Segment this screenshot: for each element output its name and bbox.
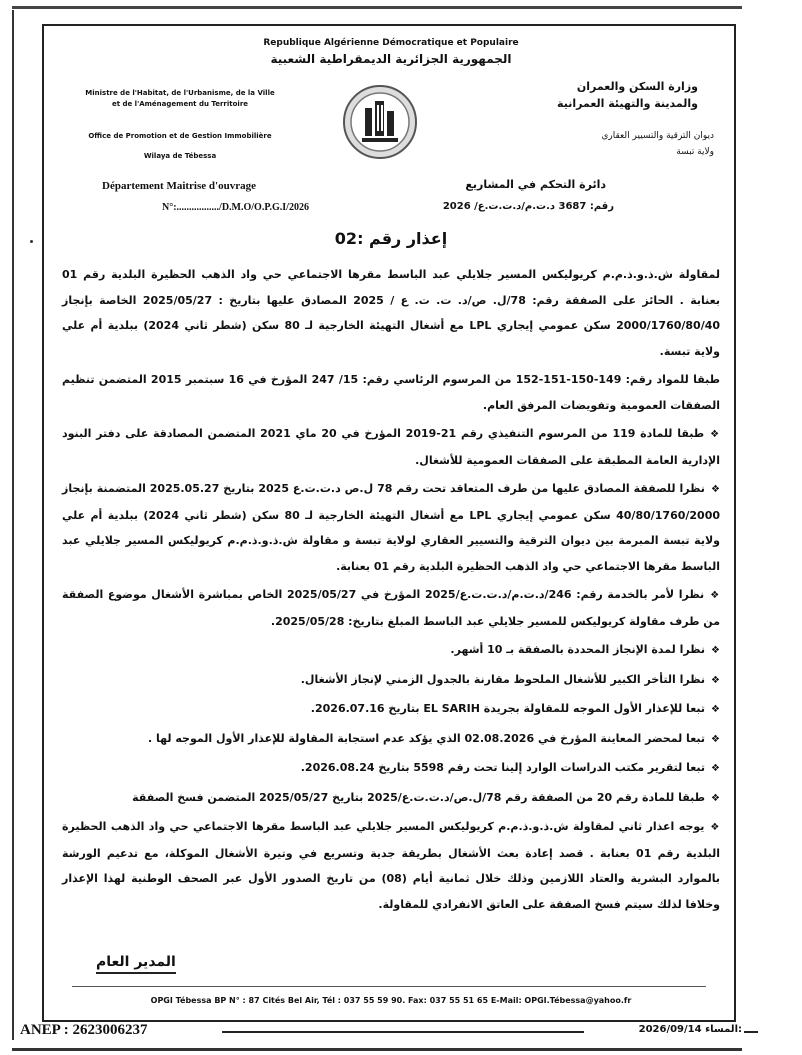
top-rule — [12, 6, 742, 9]
bullet-item — [62, 726, 720, 753]
bullet-item — [62, 421, 720, 473]
bullet-item — [62, 667, 720, 694]
ministry-ar-line-1: وزارة السكن والعمران — [576, 80, 698, 93]
bullet-text: نظرا التأخر الكبير للأشغال الملحوظ مقارنة بالجدول الزمني لإنجاز الأشغال. — [300, 672, 706, 686]
left-column-border — [12, 10, 14, 1040]
reference-number-fr: N°:................./D.M.O/O.P.G.I/2026 — [162, 202, 309, 213]
anep-reference — [16, 1022, 152, 1039]
intro-paragraph: لمقاولة ش.ذ.و.ذ.م.م كريوليكس المسير جلايلي عبد الباسط مقرها الاجتماعي حي واد الذهب الحظيرة البلدية رقم 01 بعنابة . الحائز على الصفقة رقم: 78/ل. ص/د. ت. ت. ع / 2025 المصادق عليها بتاريخ : 2025/05/27 الخاصة بإنجاز 2000/1760/80/40 سكن عمومي إيجاري LPL مع أشغال التهيئة الخارجية لـ 80 سكن (شطر ثاني 2024) ببلدية أم علي ولاية تبسة. — [62, 268, 721, 358]
notice-title: إعذار رقم :02 — [334, 229, 448, 248]
office-ar-line-1: ديوان الترقية والتسيير العقاري — [601, 131, 714, 141]
ministry-line-1: Ministre de l'Habitat, de l'Urbanisme, de la Ville — [85, 89, 275, 97]
left-margin-dot — [30, 240, 33, 243]
bullet-item — [62, 696, 720, 723]
legal-basis-paragraph: طبقا للمواد رقم: 149-150-151-152 من المرسوم الرئاسي رقم: 15/ 247 المؤرخ في 16 سبتمبر 2015 المتضمن تنظيم الصفقات العمومية وتفويضات المرفق العام. — [62, 373, 720, 412]
ministry-ar-line-2: والمدينة والتهيئة العمرانية — [557, 97, 698, 110]
office-name-ar — [474, 128, 714, 160]
contact-footer: OPGI Tébessa BP N° : 87 Cités Bel Air, Tél : 037 55 59 90. Fax: 037 55 51 65 E-Mail: OPGI.Tébessa@yahoo.fr — [150, 996, 632, 1005]
bullet-item — [62, 814, 720, 917]
office-name-fr: Office de Promotion et de Gestion Immobilière — [88, 132, 272, 140]
notice-body — [62, 262, 720, 920]
anep-text: ANEP : 2623006237 — [16, 1022, 152, 1038]
bullet-item — [62, 637, 720, 664]
publication-date: 2026/09/14 المساء: — [638, 1024, 742, 1035]
bullet-text: تبعا لتقرير مكتب الدراسات الوارد إلينا تحت رقم 5598 بتاريخ 2026.08.24. — [300, 761, 706, 774]
bottom-bar — [12, 1048, 742, 1051]
footer-divider — [72, 986, 706, 987]
wilaya-name-fr: Wilaya de Tébessa — [143, 152, 217, 160]
ministry-name-fr — [50, 88, 310, 110]
signature-title: المدير العام — [96, 954, 176, 974]
bullet-item — [62, 476, 720, 579]
bullet-text: طبقا للمادة 119 من المرسوم التنفيذي رقم 21-2019 المؤرخ في 20 ماي 2021 المتضمن المصادقة على دفتر البنود الإدارية العامة المطبقة على الصفقات العمومية للأشغال. — [62, 427, 720, 467]
bullet-text: نظرا للصفقة المصادق عليها من طرف المتعاقد تحت رقم 78 ل.ص د.ت.ت.ع 2025 بتاريخ 2025.05.27 المتضمنة بإنجاز 40/80/1760/2000 سكن عمومي إيجاري LPL مع أشغال التهيئة الخارجية لـ 80 سكن (شطر ثاني 2024) ببلدية أم علي ولاية تبسة المبرمة بين ديوان الترقية والتسيير العقاري لولاية تبسة و مقاولة ش.ذ.و.ذ.م.م كريوليكس المسير جلايلي عبد الباسط مقرها الاجتماعي حي واد الذهب الحظيرة البلدية رقم 01 بعنابة. — [62, 482, 721, 573]
office-ar-line-2: ولاية تبسة — [676, 147, 714, 157]
bullet-item — [62, 785, 720, 812]
department-ar: دائرة التحكم في المشاريع — [465, 178, 606, 191]
bullet-text: يوجه اعذار ثاني لمقاولة ش.ذ.و.ذ.م.م كريوليكس المسير جلايلي عبد الباسط مقرها الاجتماعي حي واد الذهب الحظيرة البلدية رقم 01 بعنابة . قصد إعادة بعث الأشغال بطريقة جدية وتسريع في وتيرة الأشغال الموكلة، مع تدعيم الورشة بالموارد البشرية والعتاد اللازمين وذلك خلال ثمانية أيام (08) من تاريخ الصدور الأول عبر الصحف الوطنية لهذا الإعذار وخلافا لذلك سيتم فسخ الصفقة على العاتق الانفرادي للمقاولة. — [62, 820, 721, 911]
bullet-text: نظرا لأمر بالخدمة رقم: 246/د.ت.م/د.ت.ت.ع/2025 المؤرخ في 2025/05/27 الخاص بمباشرة الأشغال موضوع الصفقة من طرف مقاولة كريوليكس للمسير جلايلي عبد الباسط المبلغ بتاريخ: 2025/05/28. — [62, 588, 720, 628]
bullet-item — [62, 755, 720, 782]
notice-frame — [42, 24, 736, 1022]
opgi-logo-icon — [342, 84, 418, 160]
bullet-text: تبعا لمحضر المعاينة المؤرخ في 02.08.2026 الذي يؤكد عدم استجابة المقاولة للإعذار الأول الموجه لها . — [148, 731, 706, 745]
ministry-line-2: et de l'Aménagement du Territoire — [111, 100, 249, 108]
republic-name-ar: الجمهورية الجزائرية الديمقراطية الشعبية — [270, 52, 512, 66]
right-dash — [744, 1031, 758, 1033]
department-fr: Département Maitrise d'ouvrage — [102, 180, 256, 192]
ministry-name-ar — [458, 78, 698, 112]
bullet-text: تبعا للإعذار الأول الموجه للمقاولة بجريدة EL SARIH بتاريخ 2026.07.16. — [310, 702, 706, 715]
bottom-rule — [222, 1031, 584, 1033]
bullet-text: طبقا للمادة رقم 20 من الصفقة رقم 78/ل.ص/د.ت.ت.ع/2025 بتاريخ 2025/05/27 المتضمن فسخ الصفقة — [132, 790, 706, 804]
bullet-text: نظرا لمدة الإنجاز المحددة بالصفقة بـ 10 أشهر. — [450, 643, 706, 656]
republic-name-fr: Republique Algérienne Démocratique et Populaire — [263, 38, 519, 48]
bullet-item — [62, 582, 720, 634]
reference-number-ar: رقم: 3687 د.ت.م/د.ت.ت.ع/ 2026 — [442, 201, 614, 212]
